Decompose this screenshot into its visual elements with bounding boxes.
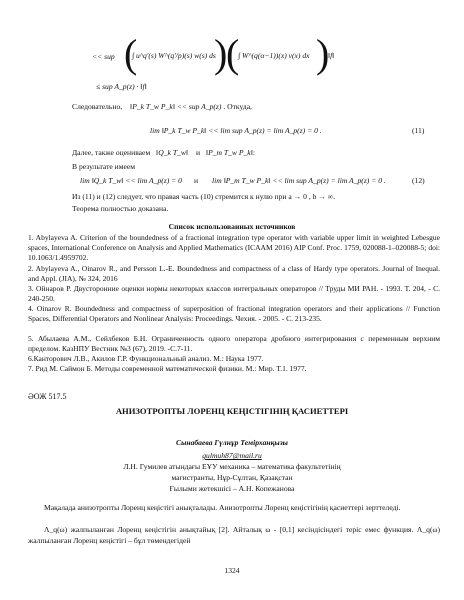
eq-top-paren-mid2: ( <box>226 31 240 76</box>
further-line: Далее, также оцениваем ‖Q_k T_w‖ и ‖P_m T_w P_k‖: <box>72 148 255 157</box>
equation-12-left: lim ‖Q_k T_w‖ << lim A_p(z) = 0 <box>80 176 182 185</box>
consequently-line <box>72 102 252 111</box>
eq-top-paren-mid: ) <box>214 31 228 76</box>
reference-item: 3. Ойнаров Р. Двусторонние оценки нормы некоторых классов интегральных операторов // Труды МИ РАН. - 1993. Т. 204, - С. 240-250. <box>28 284 440 304</box>
reference-item: 6.Канторович Л.В., Акилов Г.Р. Функциональный анализ. М.: Наука 1977. <box>28 354 264 363</box>
eq-sup-line: ≤ sup A_p(z) · ‖f‖ <box>96 82 147 91</box>
reference-item: 1. Abylayeva A. Criterion of the boundedness of a fractional integration type operator with variable upper limit in weighted Lebesgue spaces, International Conference on Analysis and Applied Mathematics (ICAAM 2016) AIP Conf. Proc. 1759, 020088-1–020088-5; doi: 10.1063/1.4959702. <box>28 233 440 263</box>
eq-top-norm: ‖f‖ <box>328 51 335 60</box>
equation-12-and: и <box>194 176 199 185</box>
consequently-label: Следовательно, <box>72 102 123 111</box>
reference-item: 4. Oinarov R. Boundedness and compactness of superposition of fractional integration operators and their applications // Function Spaces, Differential Operators and Nonlinear Analysis: Proceedings. Чехия. - 2005. - С. 213-235. <box>28 304 440 324</box>
eq-top-int1: ∫ u^q'(s) W^(q'/p)(s) w(s) ds <box>132 51 216 60</box>
udc-code: ӘОЖ 517.5 <box>28 392 67 401</box>
proved-line: Теорема полностью доказана. <box>72 204 169 213</box>
eq-top-paren-right: ) <box>316 31 330 76</box>
equation-12-number: (12) <box>412 176 425 185</box>
abstract-paragraph: Мақалада анизотропты Лоренц кеңістігі анықталады. Анизотропты Лоренц кеңістігінің қасиеттері зерттеледі. <box>44 503 401 512</box>
reference-item: 7. Рид М. Саймон Б. Методы современной математической физики. М.: Мир. Т.1. 1977. <box>28 364 307 373</box>
reference-item: 2. Abylayeva A., Oinarov R., and Persson L.-E. Boundedness and compactness of a class of Hardy type operators. Journal of Inequal. and Appl. (JIA), № 324, 2016 <box>28 264 440 284</box>
result-line: В результате имеем <box>72 162 136 171</box>
supervisor-line: Ғылыми жетекшісі – А.Н. Копежанова <box>169 484 295 493</box>
author-email[interactable]: gulmuh87@mail.ru <box>202 451 262 460</box>
page-number: 1324 <box>224 566 240 575</box>
eq-top-paren-left: ( <box>124 31 138 76</box>
from-line: Из (11) и (12) следует, что правая часть (10) стремится к нулю при a → 0 , b → ∞. <box>72 192 336 201</box>
consequently-expr: ‖P_k T_w P_k‖ << sup A_p(z) <box>130 102 222 111</box>
eq-top-left: << sup <box>92 52 115 61</box>
equation-11-number: (11) <box>412 126 425 135</box>
body-paragraph: Λ_q(ω) жалпыланған Лоренц кеңістігін анықтайық [2]. Айталық ω - [0,1] кесіндісіндегі теріс емес функция. Λ_q(ω) жалпыланған Лоренц кеңістігі – бұл төмендегідей <box>28 525 440 546</box>
references-heading: Список использованных источников <box>168 222 296 231</box>
eq-top-int2: ∫ W^(q(α−1))(x) v(x) dx <box>238 51 310 60</box>
equation-11: lim ‖P_k T_w P_k‖ << lim sup A_p(z) = lim A_p(z) = 0 . <box>150 126 322 135</box>
reference-item: 5. Абылаева А.М., Сейлбеков Б.Н. Ограниченность одного оператора дробного интегрирования с переменным верхним пределом. КазНПУ Вестник №3 (67), 2019. -С.7-11. <box>28 334 440 354</box>
consequently-tail: . Откуда, <box>223 102 252 111</box>
author-name: Сынабаева Гүлнұр Темірханқызы <box>176 438 288 447</box>
article-title: АНИЗОТРОПТЫ ЛОРЕНЦ КЕҢІСТІГІНІҢ ҚАСИЕТТЕРІ <box>115 406 349 416</box>
equation-12-right: lim ‖P_m T_w P_k‖ << lim sup A_p(z) = lim A_p(z) = 0 . <box>212 176 386 185</box>
affiliation-line-1: Л.Н. Гумилев атындағы ЕҰУ механика – математика факультетінің <box>123 462 341 471</box>
affiliation-line-2: магистранты, Нұр-Сұлтан, Қазақстан <box>171 473 293 482</box>
